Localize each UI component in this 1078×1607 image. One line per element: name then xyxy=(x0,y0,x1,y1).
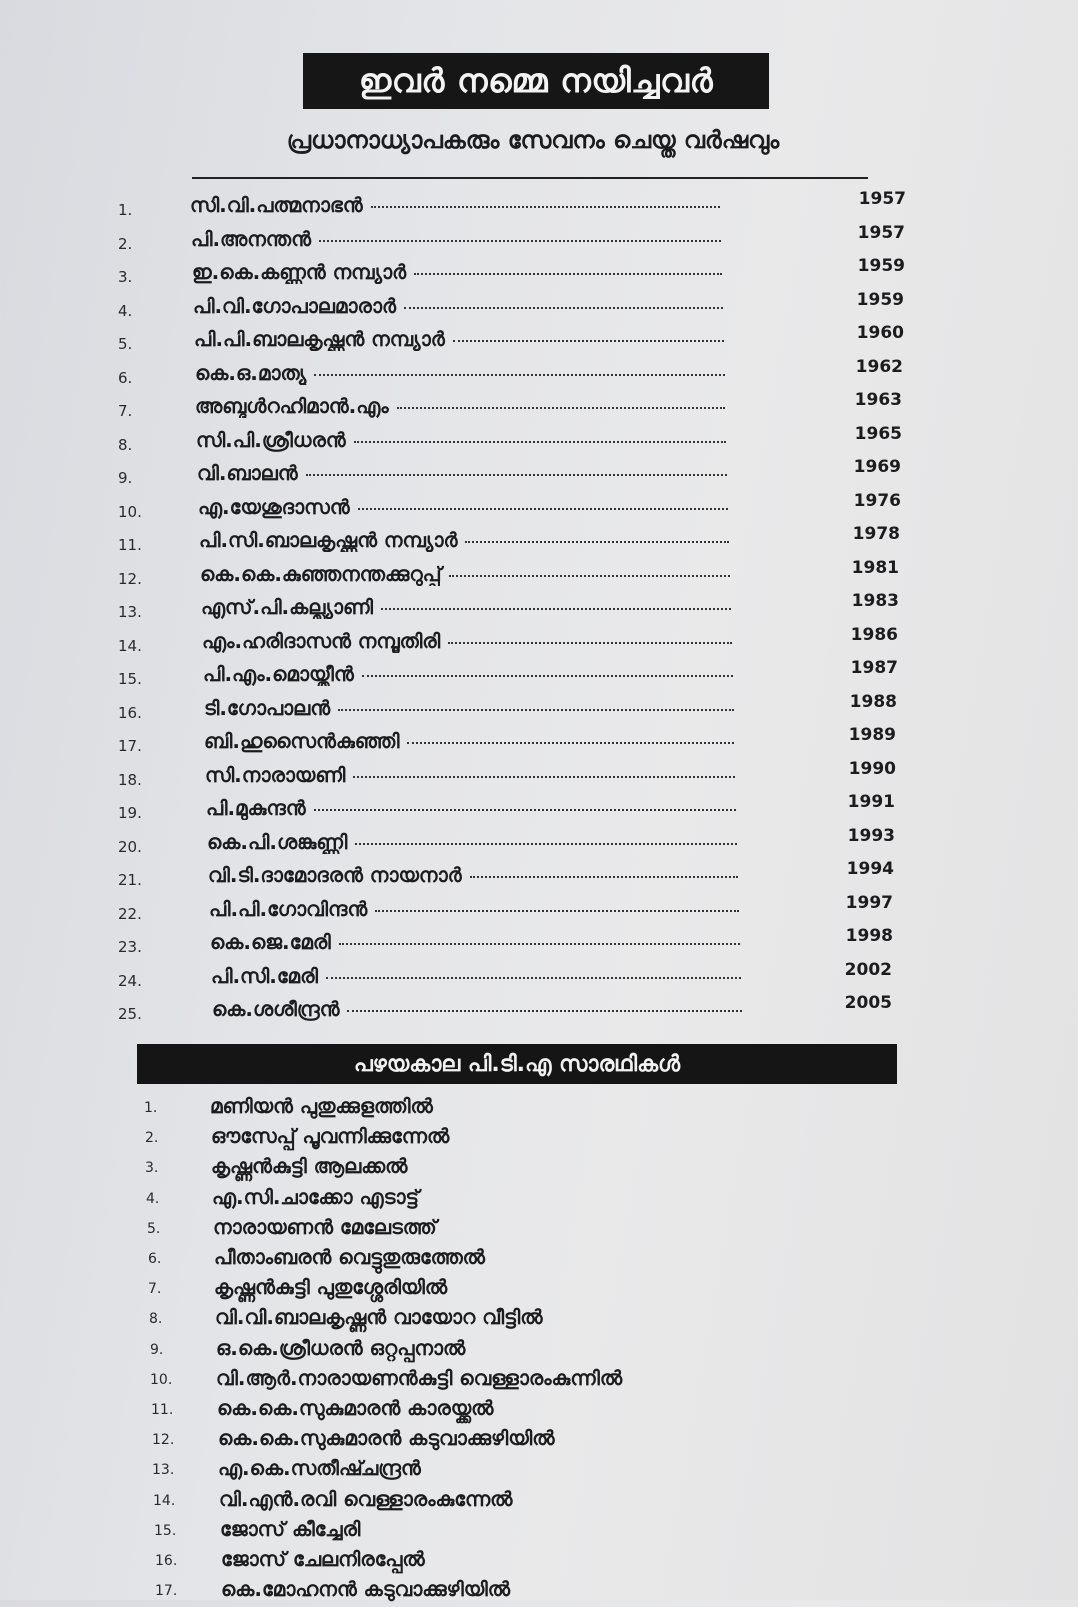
name-leader xyxy=(199,528,729,552)
service-year: 1981 xyxy=(851,558,899,578)
headmaster-name: പി.മുകുന്ദൻ xyxy=(206,796,306,820)
headmaster-name: സി.നാരായണി xyxy=(205,763,346,787)
headmaster-name: പി.സി.ബാലകൃഷ്ണൻ നമ്പ്യാർ xyxy=(199,528,458,552)
name-leader xyxy=(193,294,723,318)
headmaster-name: കെ.ശശീന്ദ്രൻ xyxy=(212,997,340,1021)
headmaster-row xyxy=(0,323,1078,359)
headmaster-row xyxy=(0,256,1078,292)
name-leader xyxy=(195,361,725,385)
service-year: 1959 xyxy=(856,290,904,310)
row-number: 12. xyxy=(152,1432,175,1448)
headmaster-row xyxy=(0,457,1078,493)
row-number: 11. xyxy=(151,1402,174,1418)
name-leader xyxy=(192,260,722,284)
row-number: 15. xyxy=(154,1523,177,1539)
headmaster-row xyxy=(0,357,1078,393)
service-year: 1983 xyxy=(851,591,899,611)
headmaster-row xyxy=(0,792,1078,828)
pta-leader-row xyxy=(0,1517,1078,1547)
name-leader xyxy=(191,227,721,251)
row-number: 10. xyxy=(150,1372,173,1388)
dot-leader xyxy=(448,642,732,644)
row-number: 7. xyxy=(148,1281,162,1297)
row-number: 13. xyxy=(118,603,142,621)
dot-leader xyxy=(326,977,741,979)
dot-leader xyxy=(319,240,721,242)
pta-leader-name: ഔസേപ്പ് പൂവന്നിക്കുന്നേൽ xyxy=(211,1124,450,1148)
pta-leader-name: വി.വി.ബാലകൃഷ്ണൻ വായോറ വീട്ടിൽ xyxy=(215,1305,543,1329)
pta-leader-name: കൃഷ്ണൻകുട്ടി പുതുശ്ശേരിയിൽ xyxy=(214,1275,448,1299)
service-year: 1959 xyxy=(857,256,905,276)
headmaster-row xyxy=(0,390,1078,426)
page-title: ഇവർ നമ്മെ നയിച്ചവർ xyxy=(303,53,769,109)
headmaster-name: ടി.ഗോപാലൻ xyxy=(204,696,331,720)
row-number: 2. xyxy=(118,235,133,253)
name-leader xyxy=(201,595,731,619)
dot-leader xyxy=(465,541,729,543)
dot-leader xyxy=(449,575,730,577)
row-number: 6. xyxy=(118,369,133,387)
headmaster-row xyxy=(0,859,1078,895)
pta-leader-row xyxy=(0,1275,1078,1305)
pta-leader-name: കൃഷ്ണൻകുട്ടി ആലക്കൽ xyxy=(211,1154,408,1178)
row-number: 19. xyxy=(118,804,142,822)
pta-leader-row xyxy=(0,1396,1078,1426)
name-leader xyxy=(209,897,739,921)
row-number: 8. xyxy=(149,1311,163,1327)
dot-leader xyxy=(381,608,731,610)
headmaster-row xyxy=(0,993,1078,1029)
row-number: 18. xyxy=(118,771,142,789)
row-number: 16. xyxy=(118,704,142,722)
row-number: 24. xyxy=(118,972,142,990)
row-number: 25. xyxy=(118,1005,142,1023)
pta-leader-name: ഒ.കെ.ശ്രീധരൻ ഒറ്റപ്പനാൽ xyxy=(216,1336,466,1360)
headmaster-name: പി.പി.ഗോവിന്ദൻ xyxy=(209,897,368,921)
headmaster-row xyxy=(0,491,1078,527)
row-number: 2. xyxy=(145,1130,159,1146)
name-leader xyxy=(211,964,741,988)
pta-leader-row xyxy=(0,1305,1078,1335)
pta-leader-row xyxy=(0,1426,1078,1456)
pta-leader-row xyxy=(0,1456,1078,1486)
pta-leader-row xyxy=(0,1154,1078,1184)
service-year: 1957 xyxy=(858,189,906,209)
service-year: 1994 xyxy=(846,859,894,879)
pta-leader-name: മണിയൻ പുതുക്കുളത്തിൽ xyxy=(210,1094,433,1118)
pta-section-title: പഴയകാല പി.ടി.എ സാരഥികൾ xyxy=(137,1044,897,1084)
pta-leader-name: കെ.മോഹനൻ കടുവാക്കുഴിയിൽ xyxy=(221,1577,510,1601)
dot-leader xyxy=(375,910,739,912)
dot-leader xyxy=(470,876,738,878)
row-number: 20. xyxy=(118,838,142,856)
service-year: 1986 xyxy=(850,625,898,645)
row-number: 15. xyxy=(118,670,142,688)
headmaster-row xyxy=(0,759,1078,795)
row-number: 16. xyxy=(155,1553,178,1569)
service-year: 1978 xyxy=(852,524,900,544)
row-number: 14. xyxy=(153,1493,176,1509)
dot-leader xyxy=(453,340,724,342)
row-number: 1. xyxy=(144,1100,158,1116)
pta-leader-name: വി.എൻ.രവി വെള്ളാരംകുന്നേൽ xyxy=(219,1487,513,1511)
dot-leader xyxy=(354,441,726,443)
dot-leader xyxy=(339,943,740,945)
headmaster-name: എ.യേശുദാസൻ xyxy=(198,495,350,519)
dot-leader xyxy=(347,1010,742,1012)
pta-leader-name: ജോസ് ചേലനിരപ്പേൽ xyxy=(221,1547,425,1571)
service-year: 1987 xyxy=(850,658,898,678)
headmaster-name: കെ.ജെ.മേരി xyxy=(210,930,331,954)
row-number: 14. xyxy=(118,637,142,655)
headmaster-name: വി.ടി.ദാമോദരൻ നായനാർ xyxy=(208,863,462,887)
headmaster-name: കെ.പി.ശങ്കുണ്ണി xyxy=(207,830,348,854)
name-leader xyxy=(190,193,720,217)
pta-leader-name: വി.ആർ.നാരായണൻകുട്ടി വെള്ളാരംകുന്നിൽ xyxy=(216,1366,623,1390)
headmaster-row xyxy=(0,625,1078,661)
dot-leader xyxy=(358,508,728,510)
headmaster-name: വി.ബാലൻ xyxy=(197,461,298,485)
row-number: 23. xyxy=(118,938,142,956)
headmaster-name: പി.പി.ബാലകൃഷ്ണൻ നമ്പ്യാർ xyxy=(194,327,445,351)
row-number: 13. xyxy=(152,1462,175,1478)
pta-leader-row xyxy=(0,1215,1078,1245)
pta-leader-row xyxy=(0,1185,1078,1215)
headmaster-name: അബ്ദുൾറഹിമാൻ.എം xyxy=(195,394,389,418)
row-number: 6. xyxy=(148,1251,162,1267)
pta-leader-name: പീതാംബരൻ വെട്ടുതുരുത്തേൽ xyxy=(214,1245,485,1269)
dot-leader xyxy=(371,206,720,208)
name-leader xyxy=(197,461,727,485)
headmaster-name: സി.പി.ശ്രീധരൻ xyxy=(196,428,346,452)
name-leader xyxy=(204,729,734,753)
dot-leader xyxy=(407,742,734,744)
section-subtitle: പ്രധാനാധ്യാപകരും സേവനം ചെയ്ത വർഷവും xyxy=(286,126,780,154)
headmaster-name: കെ.കെ.കുഞ്ഞനന്തക്കുറുപ്പ് xyxy=(200,562,442,586)
headmaster-name: ബി.ഹുസൈൻകുഞ്ഞി xyxy=(204,729,400,753)
headmaster-row xyxy=(0,558,1078,594)
pta-leader-row xyxy=(0,1577,1078,1607)
headmaster-name: എസ്.പി.കല്ല്യാണി xyxy=(201,595,374,619)
row-number: 4. xyxy=(146,1191,160,1207)
dot-leader xyxy=(353,776,735,778)
name-leader xyxy=(195,394,725,418)
name-leader xyxy=(204,696,734,720)
service-year: 1962 xyxy=(855,357,903,377)
headmaster-row xyxy=(0,960,1078,996)
headmaster-row xyxy=(0,223,1078,259)
name-leader xyxy=(208,863,738,887)
row-number: 12. xyxy=(118,570,142,588)
service-year: 1976 xyxy=(853,491,901,511)
row-number: 8. xyxy=(118,436,133,454)
row-number: 22. xyxy=(118,905,142,923)
pta-leader-row xyxy=(0,1124,1078,1154)
headmaster-name: കെ.ഒ.മാത്യു xyxy=(195,361,307,385)
headmaster-name: പി.വി.ഗോപാലമാരാർ xyxy=(193,294,396,318)
dot-leader xyxy=(362,675,733,677)
name-leader xyxy=(200,562,730,586)
row-number: 5. xyxy=(147,1221,161,1237)
pta-leader-row xyxy=(0,1487,1078,1517)
row-number: 17. xyxy=(155,1583,178,1599)
service-year: 1991 xyxy=(847,792,895,812)
name-leader xyxy=(202,629,732,653)
headmaster-name: എം.ഹരിദാസൻ നമ്പൂതിരി xyxy=(202,629,441,653)
row-number: 9. xyxy=(150,1342,164,1358)
headmaster-row xyxy=(0,524,1078,560)
service-year: 2005 xyxy=(844,993,892,1013)
dot-leader xyxy=(355,843,737,845)
pta-leader-name: ജോസ് കീച്ചേരി xyxy=(220,1517,361,1541)
pta-leader-row xyxy=(0,1366,1078,1396)
headmaster-row xyxy=(0,591,1078,627)
dot-leader xyxy=(314,374,725,376)
service-year: 1988 xyxy=(849,692,897,712)
headmaster-row xyxy=(0,424,1078,460)
service-year: 1969 xyxy=(853,457,901,477)
service-year: 2002 xyxy=(844,960,892,980)
name-leader xyxy=(194,327,724,351)
pta-leader-row xyxy=(0,1245,1078,1275)
dot-leader xyxy=(306,474,727,476)
service-year: 1993 xyxy=(847,826,895,846)
headmaster-name: പി.അനന്തൻ xyxy=(191,227,311,251)
pta-leader-name: കെ.കെ.സുകുമാരൻ കടുവാക്കുഴിയിൽ xyxy=(218,1426,555,1450)
name-leader xyxy=(206,796,736,820)
name-leader xyxy=(198,495,728,519)
dot-leader xyxy=(414,273,722,275)
pta-leader-name: നാരായണൻ മേലേടത്ത് xyxy=(213,1215,437,1239)
headmaster-name: ഇ.കെ.കണ്ണൻ നമ്പ്യാർ xyxy=(192,260,407,284)
name-leader xyxy=(196,428,726,452)
service-year: 1997 xyxy=(845,893,893,913)
name-leader xyxy=(205,763,735,787)
row-number: 21. xyxy=(118,871,142,889)
service-year: 1989 xyxy=(848,725,896,745)
pta-leader-name: എ.കെ.സതീഷ്ചന്ദ്രൻ xyxy=(218,1456,421,1480)
dot-leader xyxy=(397,407,725,409)
row-number: 4. xyxy=(118,302,133,320)
service-year: 1965 xyxy=(854,424,902,444)
row-number: 11. xyxy=(118,536,142,554)
service-year: 1990 xyxy=(848,759,896,779)
headmaster-row xyxy=(0,893,1078,929)
headmaster-row xyxy=(0,189,1078,225)
row-number: 5. xyxy=(118,335,133,353)
headmaster-row xyxy=(0,658,1078,694)
row-number: 3. xyxy=(145,1160,159,1176)
pta-leader-row xyxy=(0,1336,1078,1366)
name-leader xyxy=(207,830,737,854)
headmaster-row xyxy=(0,826,1078,862)
headmaster-name: സി.വി.പത്മനാഭൻ xyxy=(190,193,363,217)
pta-leader-name: കെ.കെ.സുകുമാരൻ കാരയ്ക്കൽ xyxy=(217,1396,494,1420)
service-year: 1957 xyxy=(857,223,905,243)
headmaster-row xyxy=(0,692,1078,728)
service-year: 1963 xyxy=(854,390,902,410)
row-number: 7. xyxy=(118,402,133,420)
headmaster-name: പി.സി.മേരി xyxy=(211,964,318,988)
headmaster-row xyxy=(0,290,1078,326)
pta-leader-row xyxy=(0,1547,1078,1577)
pta-leader-name: എ.സി.ചാക്കോ എടാട്ട് xyxy=(212,1185,419,1209)
row-number: 10. xyxy=(118,503,142,521)
row-number: 9. xyxy=(118,469,133,487)
name-leader xyxy=(210,930,740,954)
row-number: 3. xyxy=(118,268,133,286)
name-leader xyxy=(212,997,742,1021)
pta-leader-row xyxy=(0,1094,1078,1124)
subtitle-underline xyxy=(192,177,868,179)
service-year: 1960 xyxy=(856,323,904,343)
row-number: 1. xyxy=(118,201,133,219)
name-leader xyxy=(203,662,733,686)
headmaster-name: പി.എം.മൊയ്തീൻ xyxy=(203,662,354,686)
dot-leader xyxy=(314,809,736,811)
dot-leader xyxy=(404,307,723,309)
headmaster-row xyxy=(0,725,1078,761)
dot-leader xyxy=(338,709,734,711)
service-year: 1998 xyxy=(845,926,893,946)
row-number: 17. xyxy=(118,737,142,755)
headmaster-row xyxy=(0,926,1078,962)
